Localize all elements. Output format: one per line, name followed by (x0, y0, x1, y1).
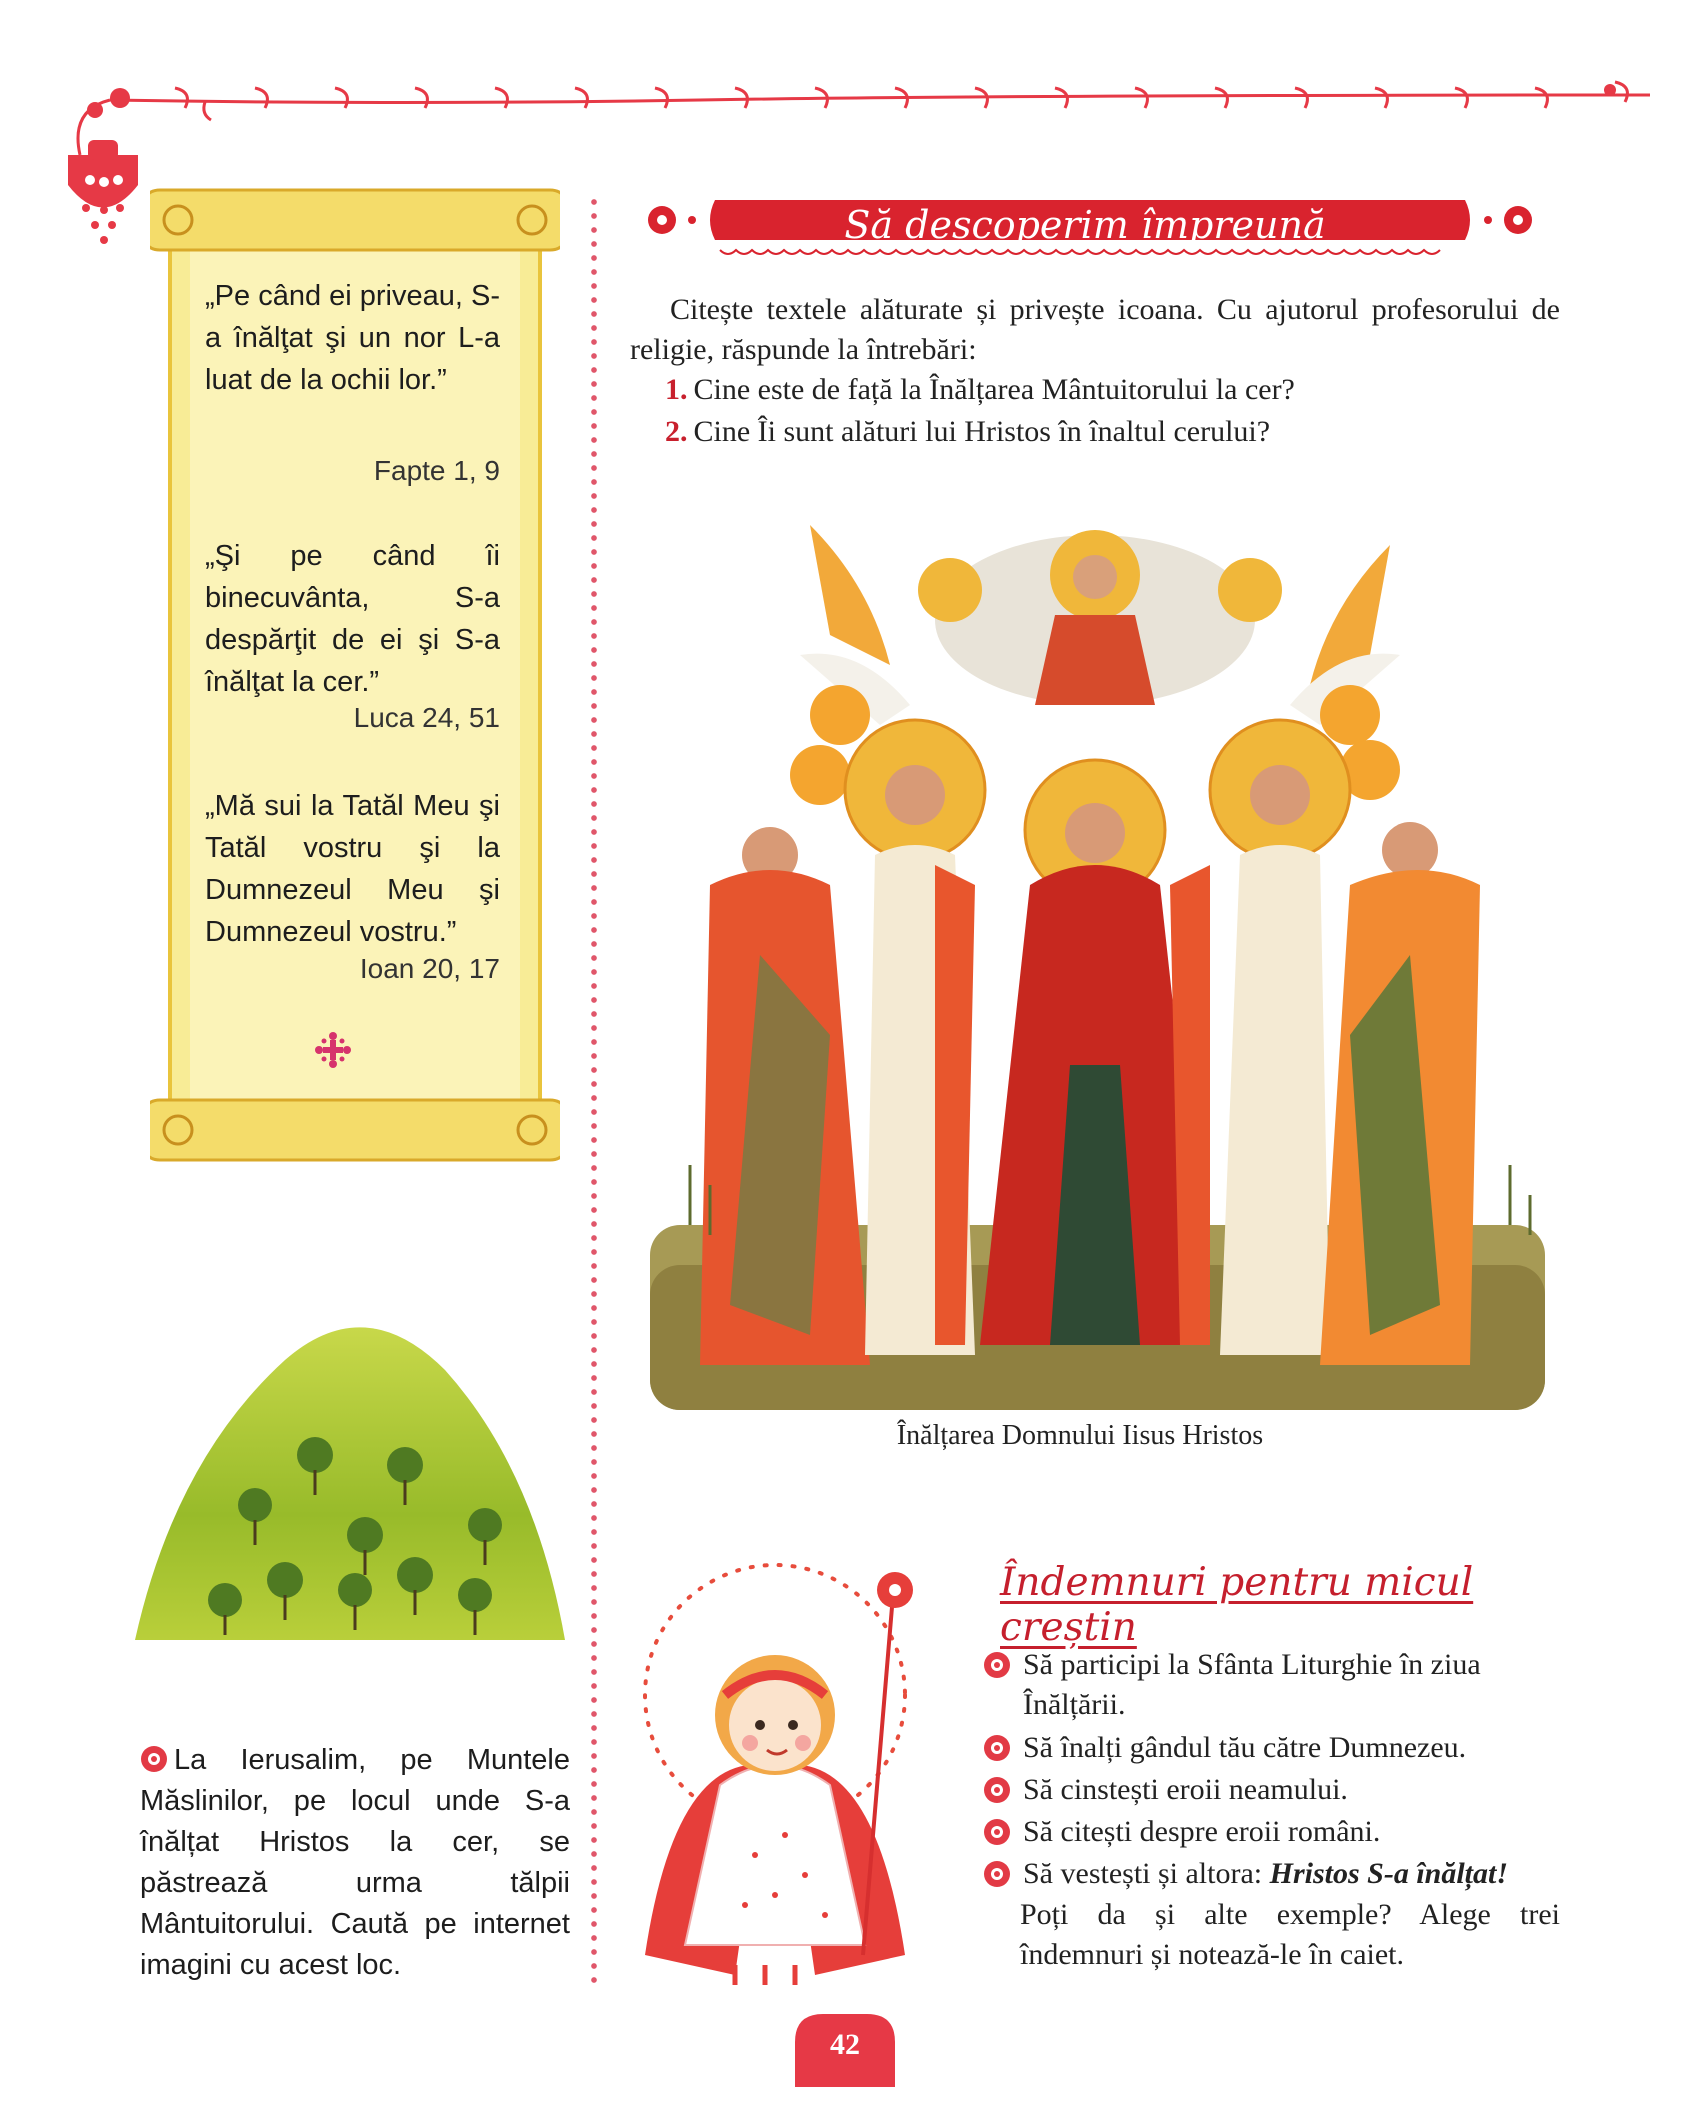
question-text: Cine este de față la Înălțarea Mântuitorului la cer? (693, 373, 1295, 406)
advice-item (985, 1854, 1565, 1894)
rosette-bullet-icon (983, 1651, 1011, 1679)
angel-illustration (625, 1555, 955, 1985)
quote-reference: Ioan 20, 17 (359, 953, 500, 984)
scroll-quote (205, 535, 500, 703)
advice-text: Să citești despre eroii români. (1023, 1815, 1381, 1848)
rosette-bullet-icon (983, 1776, 1011, 1804)
question-number: 1. (665, 373, 688, 406)
quote-text: „Şi pe când îi binecuvânta, S-a despărţit de ei şi S-a înălţat la cer.” (205, 540, 500, 698)
advice-text (985, 1854, 1565, 1894)
question-item (665, 370, 1565, 410)
advice-text: Să participi la Sfânta Liturghie în ziua Înălțării. (1023, 1648, 1481, 1721)
olive-hill-illustration (135, 1300, 575, 1660)
info-text: La Ierusalim, pe Muntele Măslinilor, pe locul unde S-a înălțat Hristos la cer, se păstrează urma tălpii Mântuitorului. Caută pe internet imagini cu acest loc. (140, 1744, 570, 1981)
question-item (665, 412, 1565, 452)
intro-paragraph: Citește textele alăturate și privește icoana. Cu ajutorul profesorului de religie, răspunde la întrebări: (630, 293, 1560, 366)
section-title: Să descoperim împreună (844, 203, 1326, 247)
rosette-bullet-icon (140, 1745, 168, 1773)
dotted-divider (590, 195, 598, 1985)
advice-last-prefix: Să vestești și altora: (1023, 1857, 1270, 1890)
ascension-icon-image (650, 505, 1545, 1410)
icon-caption: Înălțarea Domnului Iisus Hristos (896, 1420, 1264, 1451)
advice-item (985, 1728, 1565, 1768)
advice-closing: Poți da și alte exemple? Alege trei îndemnuri și notează-le în caiet. (1020, 1898, 1560, 1971)
advice-text: Să înalți gândul tău către Dumnezeu. (1023, 1731, 1467, 1764)
quote-text: „Mă sui la Tatăl Meu şi Tatăl vostru şi la Dumnezeul Meu şi Dumnezeul vostru.” (205, 790, 500, 948)
rosette-bullet-icon (983, 1734, 1011, 1762)
advice-item (985, 1645, 1565, 1725)
page-number: 42 (830, 2028, 860, 2061)
scroll-quote (205, 785, 500, 953)
rosette-bullet-icon (983, 1818, 1011, 1846)
advice-title: Îndemnuri pentru micul creștin (1000, 1560, 1474, 1650)
advice-emphasis: Hristos S-a înălțat! (1269, 1857, 1509, 1890)
quote-text: „Pe când ei priveau, S-a înălţat şi un nor L-a luat de la ochii lor.” (205, 280, 500, 396)
advice-item (985, 1770, 1565, 1810)
quote-reference: Luca 24, 51 (353, 702, 500, 733)
advice-item (985, 1812, 1565, 1852)
advice-text: Să cinstești eroii neamului. (1023, 1773, 1348, 1806)
quote-reference: Fapte 1, 9 (373, 455, 500, 486)
info-paragraph (140, 1740, 570, 1986)
rosette-bullet-icon (983, 1860, 1011, 1888)
question-text: Cine Îi sunt alături lui Hristos în înaltul cerului? (693, 415, 1271, 448)
scroll-quote (205, 275, 500, 401)
question-number: 2. (665, 415, 688, 448)
